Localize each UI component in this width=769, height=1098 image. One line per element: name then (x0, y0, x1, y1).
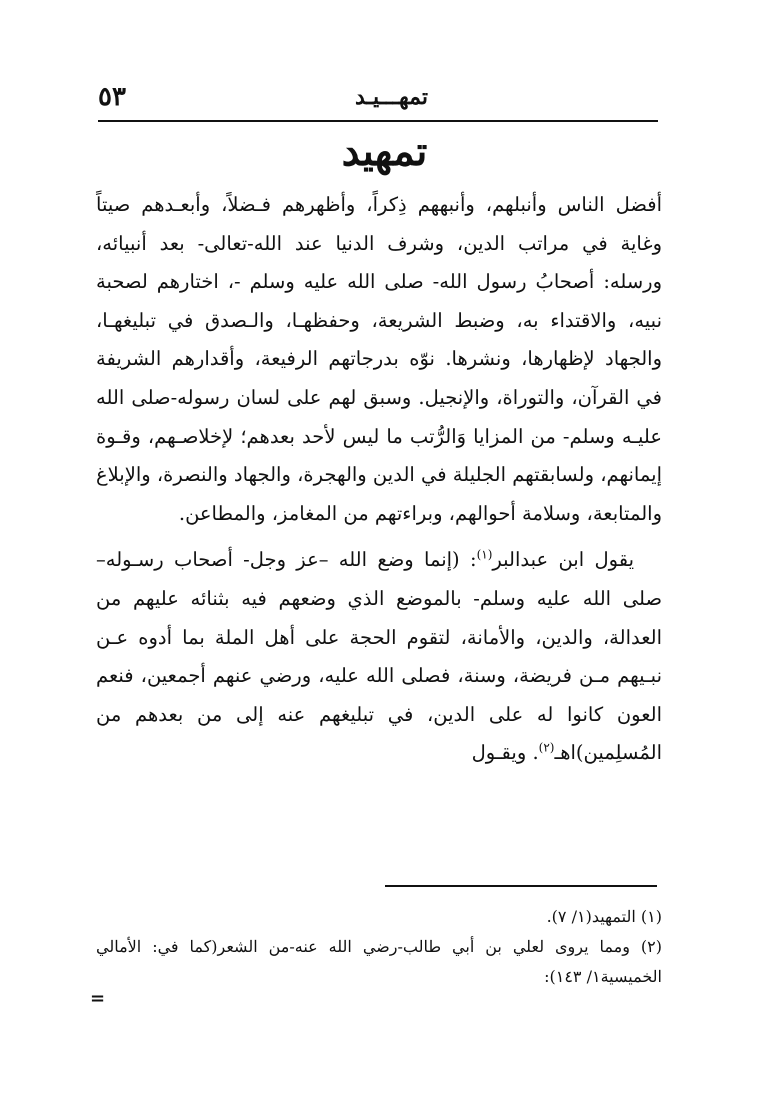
paragraph-2-quote: : (إنما وضع الله –عز وجل- أصحاب رسـوله– صلى الله عليه وسلم- بالموضع الذي وضعهم فيه بثنائه عليهم من العدالة، والدين، والأمانة، لتقوم الحجة على أهل الملة بما أدوه عـن نبـيهم مـن فريضة، وسنة، فصلى الله عليه، ورضي عنهم أجمعين، فنعم العون كانوا له على الدين، في تبليغهم عنه إلى من بعدهم من المُسلِمين)اهـ (96, 548, 662, 765)
footnotes (96, 902, 662, 992)
section-heading: تمهيد (341, 128, 428, 175)
body-text (96, 186, 662, 773)
running-title: تمهـــيـد (355, 84, 428, 110)
paragraph-2-closing: . ويقـول (471, 741, 539, 765)
paragraph-2-opening: يقول ابن عبدالبر (492, 548, 634, 572)
header-rule (98, 120, 658, 122)
paragraph-2 (96, 541, 662, 773)
footnote-2: (٢) ومما يروى لعلي بن أبي طالب-رضي الله عنه-من الشعر(كما في: الأمالي الخميسية١/ ١٤٣): (96, 937, 662, 986)
paragraph-1: أفضل الناس وأنبلهم، وأنبههم ذِكراً، وأظهرهم فـضلاً، وأبعـدهم صيتاً وغاية في مراتب الدين، وشرف الدنيا عند الله-تعالى- بعد أنبيائه، ورسله: أصحابُ رسول الله- صلى الله عليه وسلم -، اختارهم لصحبة نبيه، والاقتداء به، وضبط الشريعة، وحفظهـا، والـصدق في تبليغهـا، والجهاد لإظهارها، ونشرها. نوّه بدرجاتهم الرفيعة، وأقدارهم الشريفة في القرآن، والتوراة، والإنجيل. وسبق لهم على لسان رسوله-صلى الله عليـه وسلم- من المزايا وَالرُّتب ما ليس لأحد بعدهم؛ لإخلاصـهم، وقـوة إيمانهم، ولسابقتهم الجليلة في الدين والهجرة، والجهاد والنصرة، والإبلاغ والمتابعة، وسلامة أحوالهم، وبراءتهم من المغامز، والمطاعن. (96, 193, 662, 525)
footnote-ref-1: (١) (476, 547, 493, 562)
footnote-1: (١) التمهيد(١/ ٧). (546, 907, 662, 926)
continuation-mark: = (90, 988, 106, 1009)
running-header (98, 82, 658, 122)
footnote-ref-2: (٢) (538, 740, 555, 755)
footnote-separator (385, 885, 657, 887)
page-number: ٥٣ (98, 82, 126, 112)
